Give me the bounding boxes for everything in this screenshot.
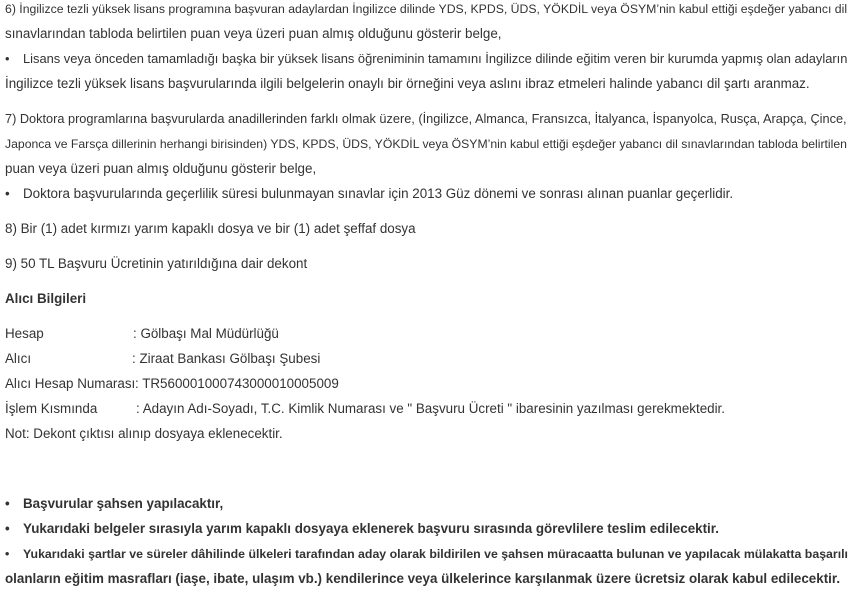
bullet-icon: • (5, 547, 10, 561)
recipient-value: : Adayın Adı-Soyadı, T.C. Kimlik Numarası ve " Başvuru Ücreti " ibaresinin yazılması gerekmektedir. (136, 401, 726, 416)
recipient-note: Not: Dekont çıktısı alınıp dosyaya eklenecektir. (5, 426, 283, 441)
recipient-value: : Gölbaşı Mal Müdürlüğü (133, 326, 279, 341)
bullet-icon: • (5, 496, 10, 511)
bold-bullet-1 (5, 495, 223, 513)
recipient-label: İşlem Kısmında (5, 401, 98, 416)
p6-bullet (5, 50, 847, 68)
p8-text: 8) Bir (1) adet kırmızı yarım kapaklı dosya ve bir (1) adet şeffaf dosya (5, 221, 416, 236)
p7-bullet (5, 185, 733, 203)
recipient-label: Alıcı Hesap Numarası (5, 376, 136, 391)
bold-bullet-3-text: Yukarıdaki şartlar ve süreler dâhilinde ülkeleri tarafından aday olarak bildirilen ve şahsen müracaatta bulunan ve yapılacak mülakatta başarılı (23, 547, 848, 561)
bold-bullet-2 (5, 520, 719, 538)
bullet-icon: • (5, 521, 10, 536)
recipient-value: : Ziraat Bankası Gölbaşı Şubesi (132, 351, 321, 366)
bullet-icon: • (5, 51, 10, 66)
recipient-label: Hesap (5, 326, 44, 341)
bold-bullet-1-text: Başvurular şahsen yapılacaktır, (23, 496, 224, 511)
p7-bullet-text: Doktora başvurularında geçerlilik süresi bulunmayan sınavlar için 2013 Güz dönemi ve sonrası alınan puanlar geçerlidir. (23, 186, 734, 201)
recipient-heading: Alıcı Bilgileri (5, 291, 87, 306)
recipient-row-hesap (5, 325, 845, 343)
recipient-row-alici (5, 350, 845, 368)
p6-line2: sınavlarından tabloda belirtilen puan veya üzeri puan almış olduğunu gösterir belge, (5, 26, 502, 41)
p7-line2: Japonca ve Farsça dillerinin herhangi birisinden) YDS, KPDS, ÜDS, YÖKDİL veya ÖSYM’nin kabul ettiği eşdeğer yabancı dil sınavlarından tabloda belirtilen (5, 137, 847, 151)
bold-bullet-3-cont: olanların eğitim masrafları (iaşe, ibate, ulaşım vb.) kendilerince veya ülkelerince karşılanmak üzere ücretsiz olarak kabul edilecektir. (5, 571, 841, 586)
p7-line1: 7) Doktora programlarına başvurularda anadillerinden farklı olmak üzere, (İngilizce, Almanca, Fransızca, İtalyanca, İspanyolca, Rusça, Arapça, Çince, (5, 111, 847, 126)
recipient-row-iban (5, 375, 845, 393)
p6-bullet-cont: İngilizce tezli yüksek lisans başvurularında ilgili belgelerin onaylı bir örneğini veya aslını ibraz etmeleri halinde yabancı dil şartı aranmaz. (5, 76, 810, 91)
p6-line1: 6) İngilizce tezli yüksek lisans programına başvuran adaylardan İngilizce dilinde YDS, KPDS, ÜDS, YÖKDİL veya ÖSYM’nin kabul ettiği eşdeğer yabancı dil (5, 2, 848, 16)
bold-bullet-2-text: Yukarıdaki belgeler sırasıyla yarım kapaklı dosyaya eklenerek başvuru sırasında görevlilere teslim edilecektir. (23, 521, 719, 536)
recipient-row-islem (5, 400, 845, 418)
p6-bullet-text: Lisans veya önceden tamamladığı başka bir yüksek lisans öğreniminin tamamını İngilizce dilinde eğitim veren bir kurumda yapmış olan adayların (23, 51, 848, 66)
p7-line3: puan veya üzeri puan almış olduğunu gösterir belge, (5, 161, 317, 176)
p9-text: 9) 50 TL Başvuru Ücretinin yatırıldığına dair dekont (5, 256, 308, 271)
bullet-icon: • (5, 186, 10, 201)
recipient-value: : TR560001000743000010005009 (135, 376, 339, 391)
recipient-label: Alıcı (5, 351, 32, 366)
bold-bullet-3 (5, 545, 848, 563)
